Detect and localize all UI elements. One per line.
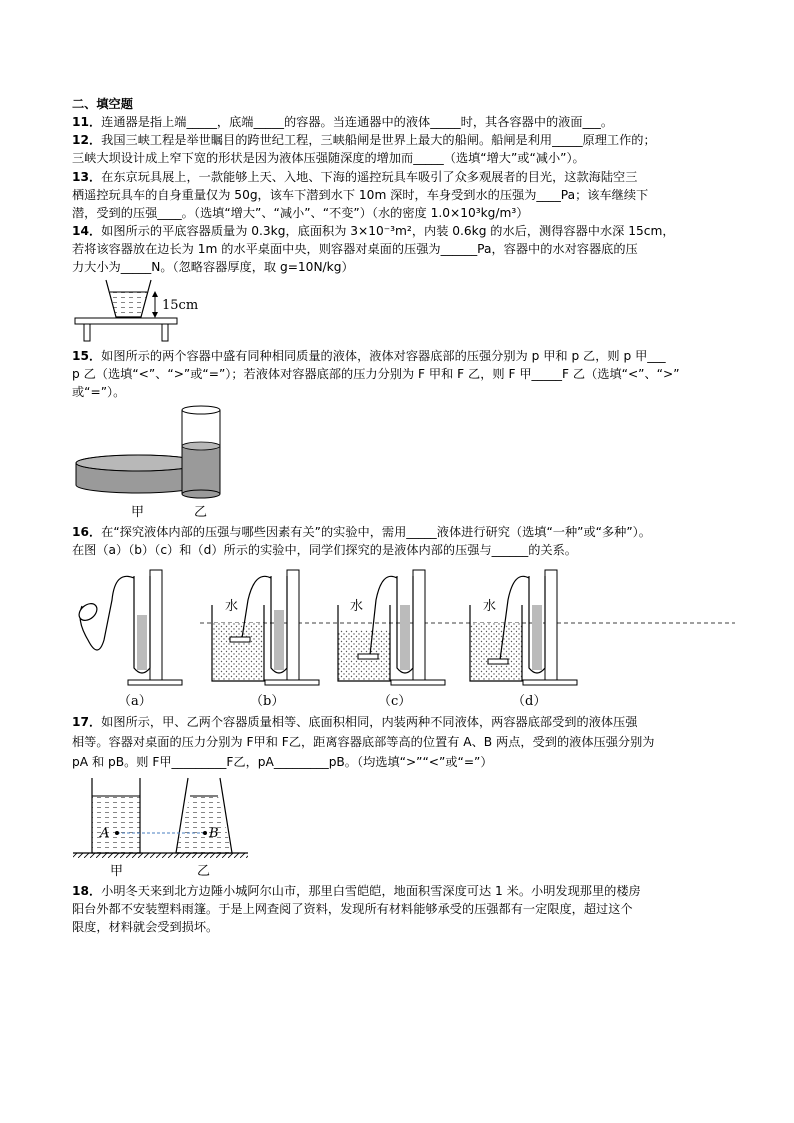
question-14-line2: 若将该容器放在边长为 1m 的水平桌面中央，则容器对桌面的压强为______Pa，容器中的水对容器底的压 bbox=[72, 242, 638, 256]
liquid-surface-yi bbox=[182, 442, 220, 450]
point-a bbox=[115, 831, 119, 835]
base-c bbox=[391, 680, 445, 685]
point-b bbox=[203, 831, 207, 835]
apparatus-d bbox=[470, 570, 577, 709]
question-18-line3: 限度，材料就会受到损坏。 bbox=[72, 920, 219, 934]
probe-a bbox=[76, 600, 100, 624]
stand-a bbox=[150, 570, 162, 682]
container-yi-bottom bbox=[182, 490, 220, 498]
label-d: （d） bbox=[512, 694, 547, 709]
u-tube-liquid-c bbox=[400, 605, 410, 670]
label-b: （b） bbox=[250, 694, 285, 709]
q-number: 13． bbox=[72, 170, 102, 184]
water-label-d: 水 bbox=[483, 599, 497, 614]
base-d bbox=[523, 680, 577, 685]
q-number: 14． bbox=[72, 224, 102, 238]
q-text: 如图所示，甲、乙两个容器质量相等、底面积相同，内装两种不同液体，两容器底部受到的液体压强 bbox=[101, 715, 638, 729]
q-number: 17． bbox=[72, 715, 102, 729]
label-a: （a） bbox=[118, 694, 152, 709]
label-c: （c） bbox=[378, 694, 412, 709]
question-13-line2: 栖遥控玩具车的自身重量仅为 50g，该车下潜到水下 10m 深时，车身受到水的压强为____Pa；该车继续下 bbox=[72, 188, 649, 202]
apparatus-c bbox=[338, 570, 445, 709]
question-14-line3: 力大小为_____N。（忽略容器厚度，取 g=10N/kg） bbox=[72, 260, 354, 274]
apparatus-a bbox=[76, 570, 182, 709]
q-text: 如图所示的平底容器质量为 0.3kg，底面积为 3×10⁻³m²，内装 0.6kg 的水后，测得容器中水深 15cm， bbox=[101, 224, 675, 238]
table-leg-right bbox=[162, 324, 168, 341]
arrow-head-up bbox=[152, 291, 158, 297]
label-jia: 甲 bbox=[131, 505, 145, 520]
probe-d bbox=[488, 659, 508, 664]
q-text: 如图所示的两个容器中盛有同种相同质量的液体，液体对容器底部的压强分别为 p 甲和 p 乙，则 p 甲___ bbox=[101, 349, 666, 363]
water-label-b: 水 bbox=[225, 599, 239, 614]
water-d bbox=[470, 623, 522, 681]
q16-figure bbox=[76, 570, 735, 709]
q-number: 11． bbox=[72, 115, 102, 129]
probe-c bbox=[358, 654, 378, 659]
q-number: 18． bbox=[72, 884, 102, 898]
liquid-jia-17 bbox=[92, 796, 140, 853]
label-point-b: B bbox=[209, 826, 219, 841]
question-15-line2: p 乙（选填“<”、“>”或“=”）；若液体对容器底部的压力分别为 F 甲和 F 乙，则 F 甲_____F 乙（选填“<”、“>” bbox=[72, 367, 680, 381]
u-tube-liquid-a bbox=[137, 615, 147, 670]
water-b bbox=[212, 623, 264, 681]
q-number: 12． bbox=[72, 133, 102, 147]
base-a bbox=[128, 680, 182, 685]
q-text: 在“探究液体内部的压强与哪些因素有关”的实验中，需用_____液体进行研究（选填“一种”或“多种”）。 bbox=[101, 525, 651, 539]
stand-c bbox=[413, 570, 425, 682]
liquid-yi-17 bbox=[176, 796, 232, 853]
q17-figure bbox=[73, 778, 248, 879]
question-18-line2: 阳台外都不安装塑料雨篷。于是上网查阅了资料，发现所有材料能够承受的压强都有一定限度，超过这个 bbox=[72, 902, 633, 916]
u-tube-liquid-d bbox=[532, 605, 542, 670]
q-text: 我国三峡工程是举世瞩目的跨世纪工程，三峡船闸是世界上最大的船闸。船闸是利用_____原理工作的； bbox=[101, 133, 656, 147]
question-17-line2: 相等。容器对桌面的压力分别为 F甲和 F乙，距离容器底部等高的位置有 A、B 两点，受到的液体压强分别为 bbox=[72, 735, 655, 749]
q14-figure bbox=[75, 280, 198, 341]
ground-hatch bbox=[73, 853, 248, 858]
q15-figure bbox=[76, 406, 220, 520]
question-16-line2: 在图（a）（b）（c）和（d）所示的实验中，同学们探究的是液体内部的压强与______的关系。 bbox=[72, 543, 577, 557]
u-tube-liquid-b bbox=[274, 610, 284, 670]
depth-label: 15cm bbox=[162, 298, 199, 313]
label-yi-17: 乙 bbox=[197, 864, 211, 879]
table-top bbox=[75, 318, 177, 324]
q-text: 连通器是指上端_____，底端_____的容器。当连通器中的液体_____时，其各容器中的液面___。 bbox=[101, 115, 614, 129]
q-number: 15． bbox=[72, 349, 102, 363]
arrow-head-down bbox=[152, 312, 158, 318]
label-jia-17: 甲 bbox=[110, 864, 124, 879]
table-leg-left bbox=[84, 324, 90, 341]
question-13-line3: 潜，受到的压强____。（选填“增大”、“减小”、“不变”）（水的密度 1.0×10³kg/m³） bbox=[72, 206, 529, 220]
label-yi: 乙 bbox=[194, 505, 208, 520]
question-15-line3: 或“=”）。 bbox=[72, 385, 126, 399]
question-17-line3: pA 和 pB。则 F甲_________F乙，pA_________pB。（均选填“>”“<”或“=”） bbox=[72, 755, 493, 769]
q-text: 小明冬天来到北方边陲小城阿尔山市，那里白雪皑皑，地面积雪深度可达 1 米。小明发现那里的楼房 bbox=[101, 884, 641, 898]
apparatus-b bbox=[212, 570, 319, 709]
label-point-a: A bbox=[100, 826, 110, 841]
question-12-line2: 三峡大坝设计成上窄下宽的形状是因为液体压强随深度的增加而_____（选填“增大”或“减小”）。 bbox=[72, 151, 585, 165]
container-yi-rim bbox=[182, 406, 220, 414]
water-label-c: 水 bbox=[350, 599, 364, 614]
stand-b bbox=[287, 570, 299, 682]
liquid-yi bbox=[182, 446, 220, 494]
q-text: 在东京玩具展上，一款能够上天、入地、下海的遥控玩具车吸引了众多观展者的目光，这款海陆空三 bbox=[101, 170, 638, 184]
q-number: 16． bbox=[72, 525, 102, 539]
section-title: 二、填空题 bbox=[72, 97, 133, 111]
base-b bbox=[265, 680, 319, 685]
stand-d bbox=[545, 570, 557, 682]
probe-b bbox=[230, 637, 250, 642]
